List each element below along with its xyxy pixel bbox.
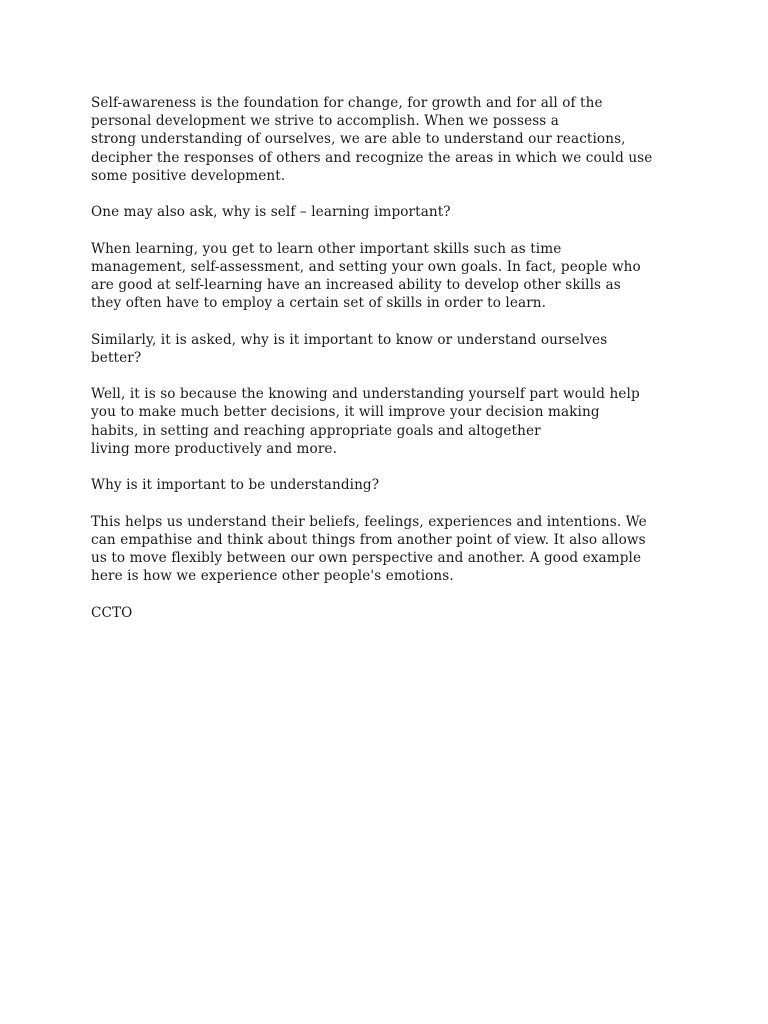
paragraph-learning-skills [91,240,691,313]
text-line: can empathise and think about things from another point of view. It also allows [91,531,646,548]
text-line: they often have to employ a certain set of skills in order to learn. [91,295,547,312]
text-line: decipher the responses of others and recognize the areas in which we could use [91,149,653,166]
text-line: some positive development. [91,167,286,184]
text-line: When learning, you get to learn other important skills such as time [91,240,562,257]
text-line: This helps us understand their beliefs, feelings, experiences and intentions. We [91,513,647,530]
document-body [91,94,691,640]
text-line: you to make much better decisions, it will improve your decision making [91,404,600,421]
text-line: personal development we strive to accomplish. When we possess a [91,113,559,130]
paragraph-better-decisions [91,385,691,458]
text-line: here is how we experience other people's emotions. [91,568,454,585]
text-line: Well, it is so because the knowing and understanding yourself part would help [91,386,640,403]
text-line: Similarly, it is asked, why is it important to know or understand ourselves [91,331,608,348]
text-line: CCTO [91,604,133,621]
paragraph-question-self-learning [91,203,691,221]
text-line: management, self-assessment, and setting your own goals. In fact, people who [91,258,641,275]
paragraph-empathy [91,513,691,586]
signature-ccto [91,604,691,622]
text-line: are good at self-learning have an increased ability to develop other skills as [91,277,621,293]
text-line: strong understanding of ourselves, we are able to understand our reactions, [91,131,626,148]
paragraph-question-understand-ourselves [91,331,691,367]
text-line: Self-awareness is the foundation for change, for growth and for all of the [91,95,603,111]
text-line: One may also ask, why is self – learning important? [91,204,451,221]
text-line: us to move flexibly between our own perspective and another. A good example [91,549,642,566]
text-line: Why is it important to be understanding? [91,477,380,494]
text-line: better? [91,349,142,366]
text-line: habits, in setting and reaching appropriate goals and altogether [91,422,541,439]
text-line: living more productively and more. [91,440,337,457]
paragraph-question-understanding [91,476,691,494]
paragraph-self-awareness [91,94,691,185]
